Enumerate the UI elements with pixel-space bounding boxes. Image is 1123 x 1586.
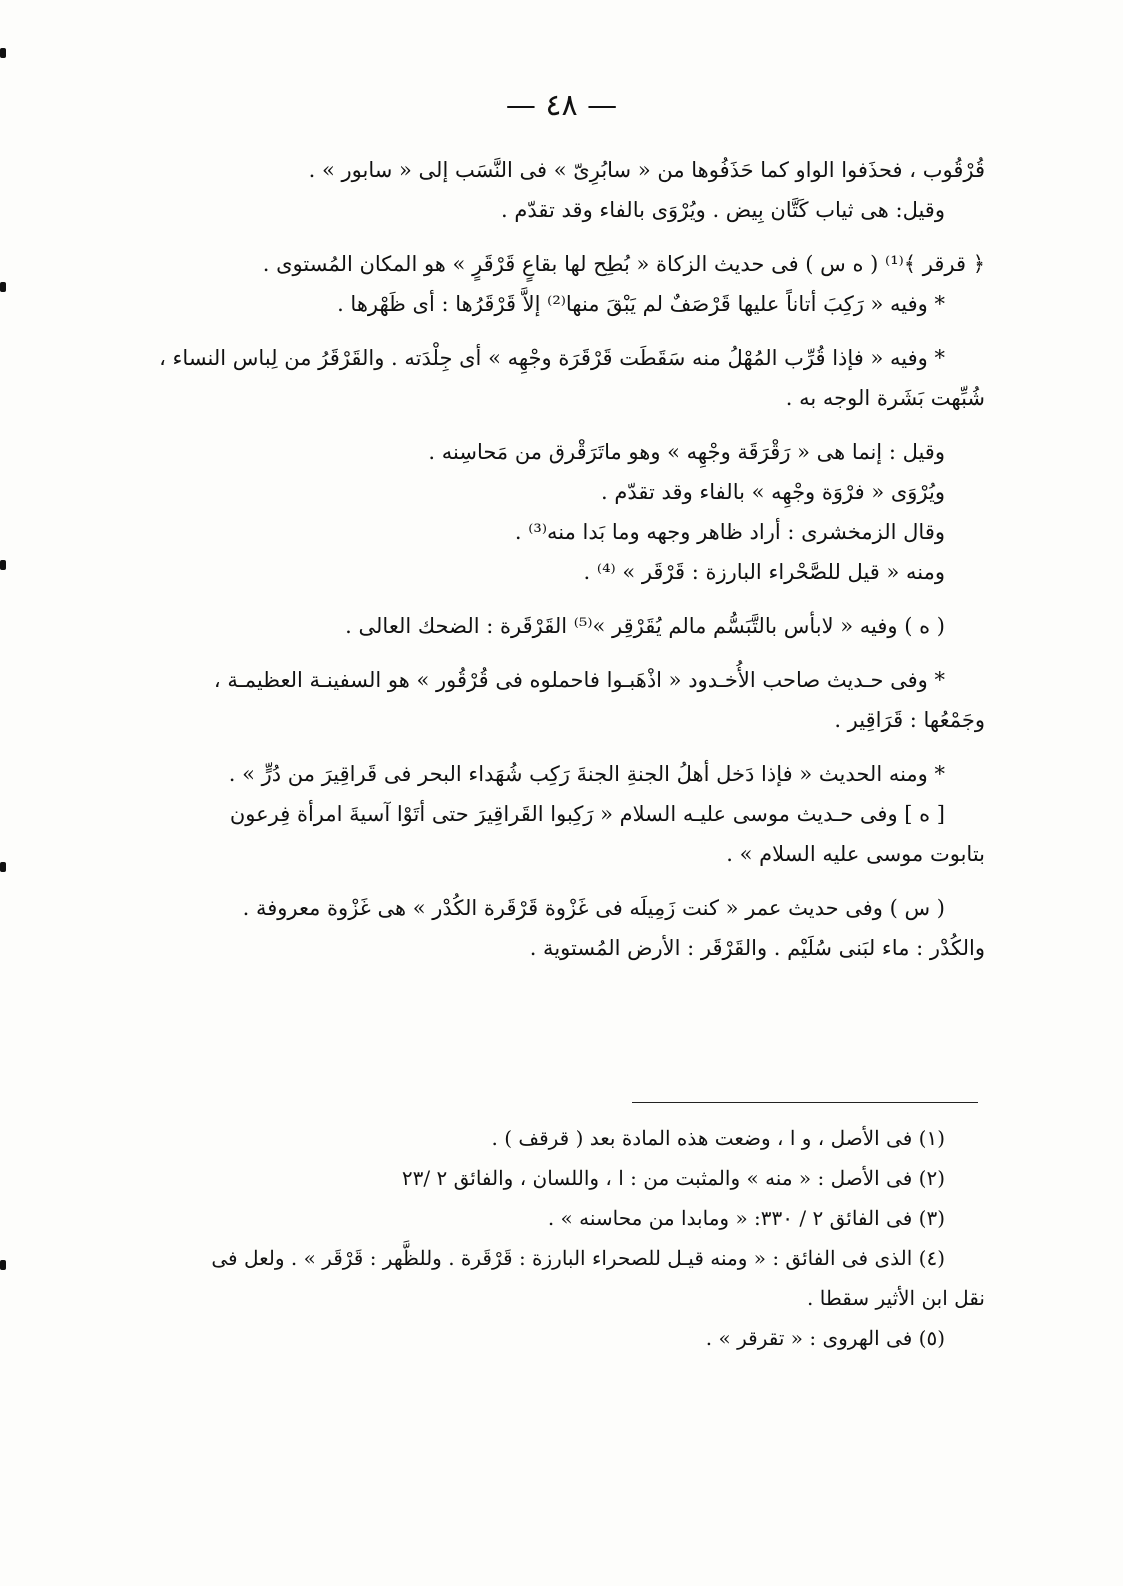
text-line: ( ه ) وفيه « لابأس بالتَّبَسُّم مالم يُقَرْقِر »⁽⁵⁾ القَرْقَرة : الضحك العالى . [345, 614, 945, 638]
text-line: * وفيه « فإذا قُرِّب المُهْلُ منه سَقَطَت قَرْقَرَة وجْهِه » أى جِلْدَته . والقَرْقَرُ من لِباس النساء ، [159, 346, 945, 370]
scan-margin-mark [0, 862, 6, 872]
text-line: ويُرْوَى « فرْوَة وجْهِه » بالفاء وقد تقدّم . [601, 480, 945, 504]
text-line: * وفى حـديث صاحب الأُخـدود « اذْهَبـوا فاحملوه فى قُرْقُور » هو السفينـة العظيمـة ، [213, 668, 945, 692]
page-number: — ٤٨ — [505, 88, 618, 123]
text-line: وجَمْعُها : قَرَاقِير . [834, 708, 985, 732]
text-line: * وفيه « رَكِبَ أتاناً عليها قَرْصَفٌ لم يَبْقَ منها⁽²⁾ إلاَّ قَرْقَرُها : أى ظَهْرها . [337, 292, 945, 316]
text-line: شُبِّهت بَشَرة الوجه به . [785, 386, 985, 410]
text-line: بتابوت موسى عليه السلام » . [726, 842, 985, 866]
text-line: وقيل: هى ثياب كَتَّان بِيض . ويُرْوَى بالفاء وقد تقدّم . [501, 198, 945, 222]
text-line: وقال الزمخشرى : أراد ظاهر وجهه وما بَدا منه⁽³⁾ . [514, 520, 945, 544]
text-line: * ومنه الحديث « فإذا دَخل أهلُ الجنةِ الجنةَ رَكِب شُهَداء البحر فى قَراقِيرَ من دُرٍّ » . [228, 762, 945, 786]
text-line: قُرْقُوب ، فحذَفوا الواو كما حَذَفُوها من « سابُرِىّ » فى النَّسَب إلى « سابور » . [308, 158, 985, 182]
scan-margin-mark [0, 1260, 6, 1270]
footnote-divider [632, 1102, 978, 1103]
text-line: والكُدْر : ماء لبَنى سُلَيْم . والقَرْقَر : الأرض المُستوية . [529, 936, 985, 960]
text-line: ومنه « قيل للصَّحْراء البارزة : قَرْقَر » ⁽⁴⁾ . [583, 560, 945, 584]
text-line: وقيل : إنما هى « رَقْرَقَة وجْهِه » وهو ماتَرَقْرق من مَحاسِنه . [428, 440, 945, 464]
footnote: (٢) فى الأصل : « منه » والمثبت من : ا ، واللسان ، والفائق ٢ /٢٣ [401, 1166, 945, 1190]
footnote: (١) فى الأصل ، و ا ، وضعت هذه المادة بعد ( قرقف ) . [491, 1126, 945, 1150]
text-line: ( س ) وفى حديث عمر « كنت زَمِيلَه فى غَزْوة قَرْقَرة الكُدْر » هى غَزْوة معروفة . [242, 896, 945, 920]
main-text [125, 150, 985, 968]
scan-margin-mark [0, 560, 6, 570]
footnotes [125, 1118, 985, 1358]
footnote: (٣) فى الفائق ٢ / ٣٣٠: « ومابدا من محاسنه » . [547, 1206, 945, 1230]
footnote: نقل ابن الأثير سقطا . [807, 1286, 985, 1310]
footnote: (٤) الذى فى الفائق : « ومنه قيـل للصحراء البارزة : قَرْقَرة . وللظَّهر : قَرْقَر » . ولعل فى [211, 1246, 945, 1270]
entry-heading-line: ﴿ قرقر ﴾⁽¹⁾ ( ه س ) فى حديث الزكاة « بُطِح لها بقاعٍ قَرْقَرٍ » هو المكان المُستوى . [262, 252, 985, 276]
scan-margin-mark [0, 48, 6, 58]
footnote: (٥) فى الهروى : « تقرقر » . [705, 1326, 945, 1350]
text-line: [ ه ] وفى حـديث موسى عليـه السلام « رَكِبوا القَراقِيرَ حتى أتَوْا آسيةَ امرأة فِرعون [229, 802, 945, 826]
scan-margin-mark [0, 282, 6, 292]
